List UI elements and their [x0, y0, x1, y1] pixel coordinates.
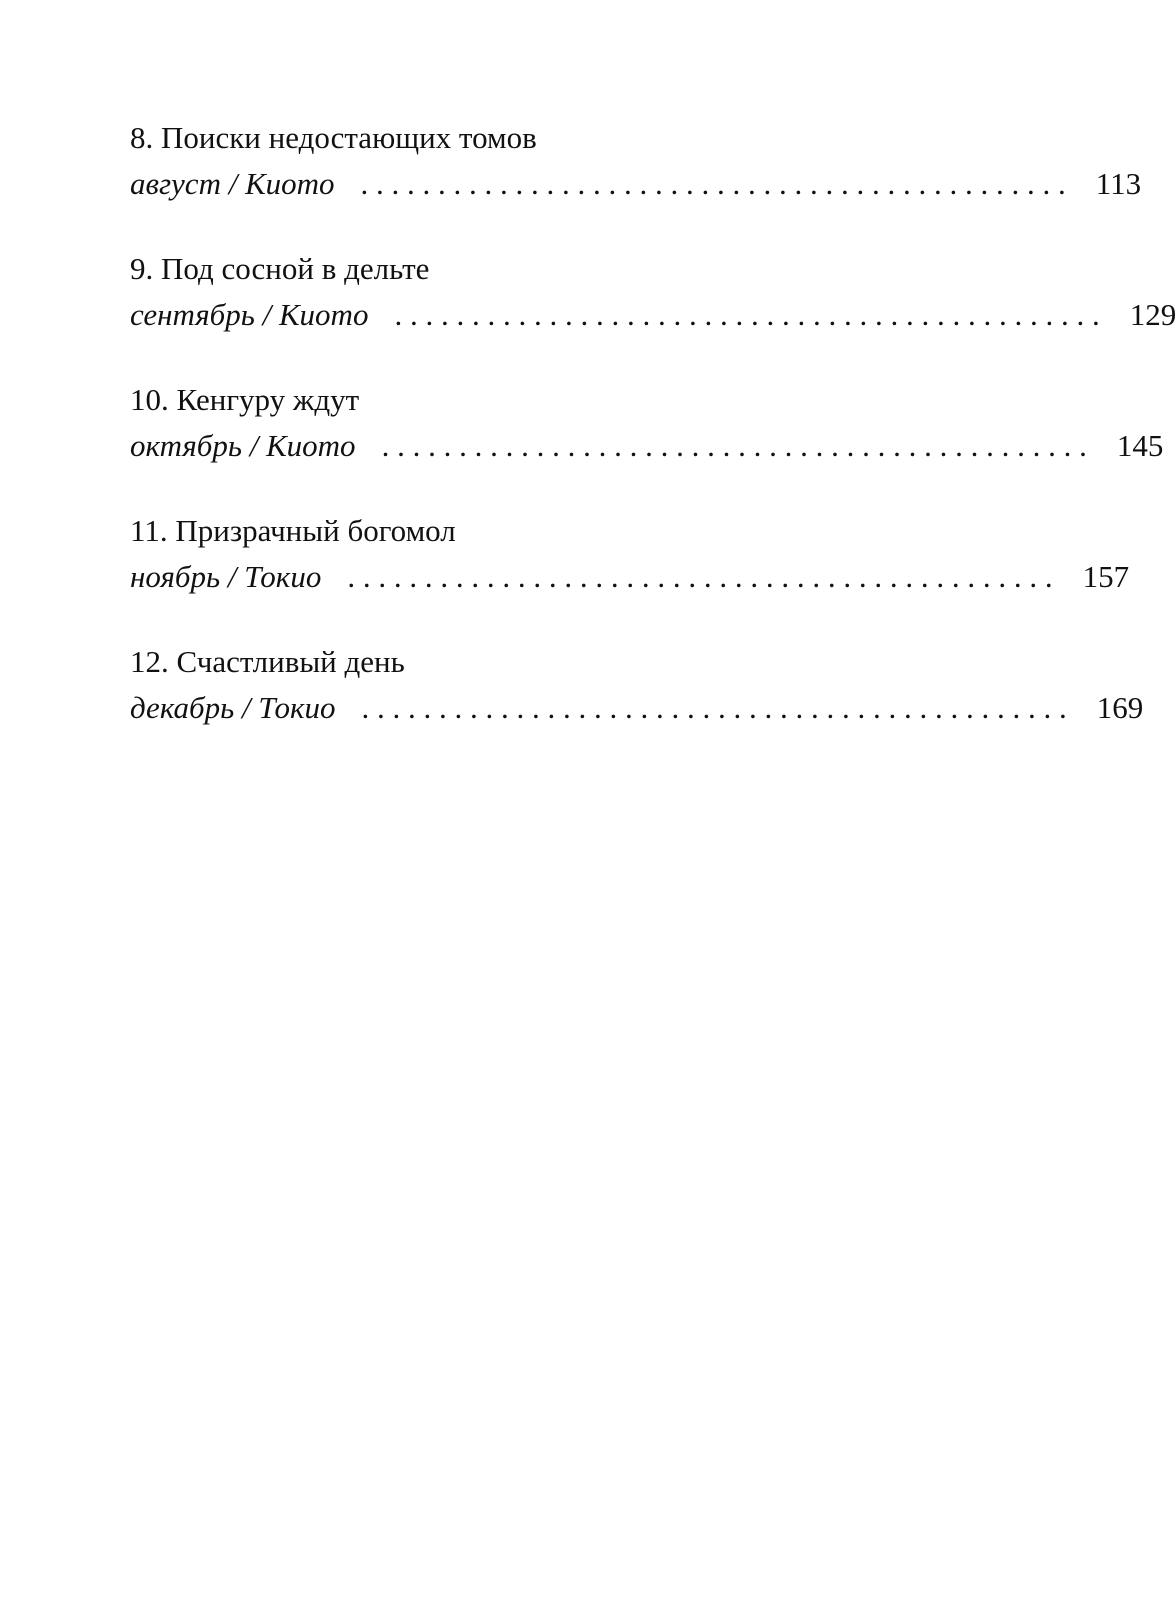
toc-entry-12 [130, 642, 1144, 728]
chapter-subtitle: сентябрь / Киото [130, 297, 369, 332]
chapter-subline [130, 164, 1142, 204]
chapter-title: 10. Кенгуру ждут [130, 382, 360, 417]
dot-leader: . . . . . . . . . . . . . . . . . . . . . . . . . . . . . . . . . . . . . . . . . . . . . . [381, 428, 1087, 463]
page-number: 113 [1095, 166, 1142, 201]
dot-leader: . . . . . . . . . . . . . . . . . . . . . . . . . . . . . . . . . . . . . . . . . . . . . . [360, 166, 1066, 201]
toc-entry-8 [130, 118, 1142, 204]
table-of-contents [130, 118, 1176, 773]
toc-entry-11 [130, 511, 1130, 597]
chapter-subline [130, 557, 1130, 597]
chapter-subtitle: ноябрь / Токио [130, 559, 322, 594]
chapter-title: 11. Призрачный богомол [130, 513, 456, 548]
chapter-subtitle: август / Киото [130, 166, 335, 201]
toc-entry-9 [130, 249, 1176, 335]
page-number: 145 [1116, 428, 1164, 463]
dot-leader: . . . . . . . . . . . . . . . . . . . . . . . . . . . . . . . . . . . . . . . . . . . . . . [347, 559, 1053, 594]
dot-leader: . . . . . . . . . . . . . . . . . . . . . . . . . . . . . . . . . . . . . . . . . . . . . . [361, 690, 1067, 725]
page-number: 169 [1096, 690, 1144, 725]
chapter-subtitle: октябрь / Киото [130, 428, 356, 463]
chapter-subline [130, 688, 1144, 728]
dot-leader: . . . . . . . . . . . . . . . . . . . . . . . . . . . . . . . . . . . . . . . . . . . . . . [394, 297, 1100, 332]
chapter-title: 8. Поиски недостающих томов [130, 120, 537, 155]
toc-entry-10 [130, 380, 1164, 466]
chapter-title: 9. Под сосной в дельте [130, 251, 430, 286]
chapter-subline [130, 426, 1164, 466]
chapter-subtitle: декабрь / Токио [130, 690, 336, 725]
chapter-subline [130, 295, 1176, 335]
page-number: 129 [1129, 297, 1176, 332]
page-number: 157 [1082, 559, 1130, 594]
chapter-title: 12. Счастливый день [130, 644, 405, 679]
